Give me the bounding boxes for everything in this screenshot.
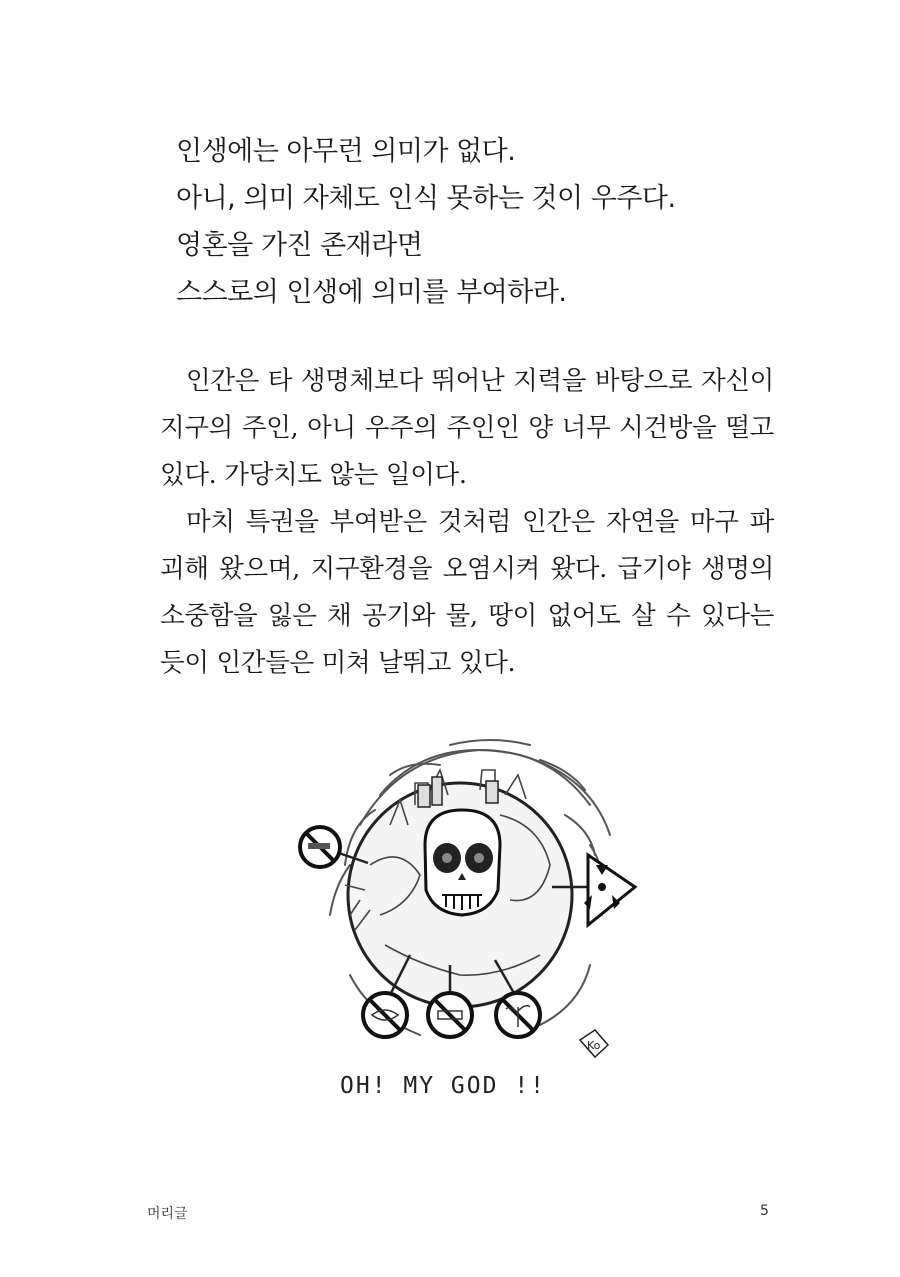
poem-line: 인생에는 아무런 의미가 없다. xyxy=(176,136,516,167)
no-fish-sign-icon xyxy=(363,993,407,1037)
no-car-sign-icon xyxy=(428,993,472,1037)
signature-text: Ko xyxy=(587,1039,601,1052)
body-text xyxy=(160,358,774,687)
poem-line: 아니, 의미 자체도 인식 못하는 것이 우주다. xyxy=(176,183,676,214)
page-number: 5 xyxy=(760,1203,769,1219)
poem-line: 스스로의 인생에 의미를 부여하라. xyxy=(176,277,567,308)
poem xyxy=(176,128,676,316)
illustration-caption: OH! MY GOD !! xyxy=(340,1073,547,1099)
paragraph: 마치 특권을 부여받은 것처럼 인간은 자연을 마구 파괴해 왔으며, 지구환경을 오염시켜 왔다. 급기야 생명의 소중함을 잃은 채 공기와 물, 땅이 없어도 살 수 있다는 듯이 인간들은 미쳐 날뛰고 있다. xyxy=(160,507,774,678)
skull-icon xyxy=(425,810,500,915)
poem-line: 영혼을 가진 존재라면 xyxy=(176,230,423,261)
earth-sketch-illustration xyxy=(290,715,650,1135)
paragraph: 인간은 타 생명체보다 뛰어난 지력을 바탕으로 자신이 지구의 주인, 아니 우주의 주인인 양 너무 시건방을 떨고 있다. 가당치도 않는 일이다. xyxy=(160,366,774,490)
footer-section-label: 머리글 xyxy=(147,1206,188,1222)
no-plant-sign-icon xyxy=(496,993,540,1037)
